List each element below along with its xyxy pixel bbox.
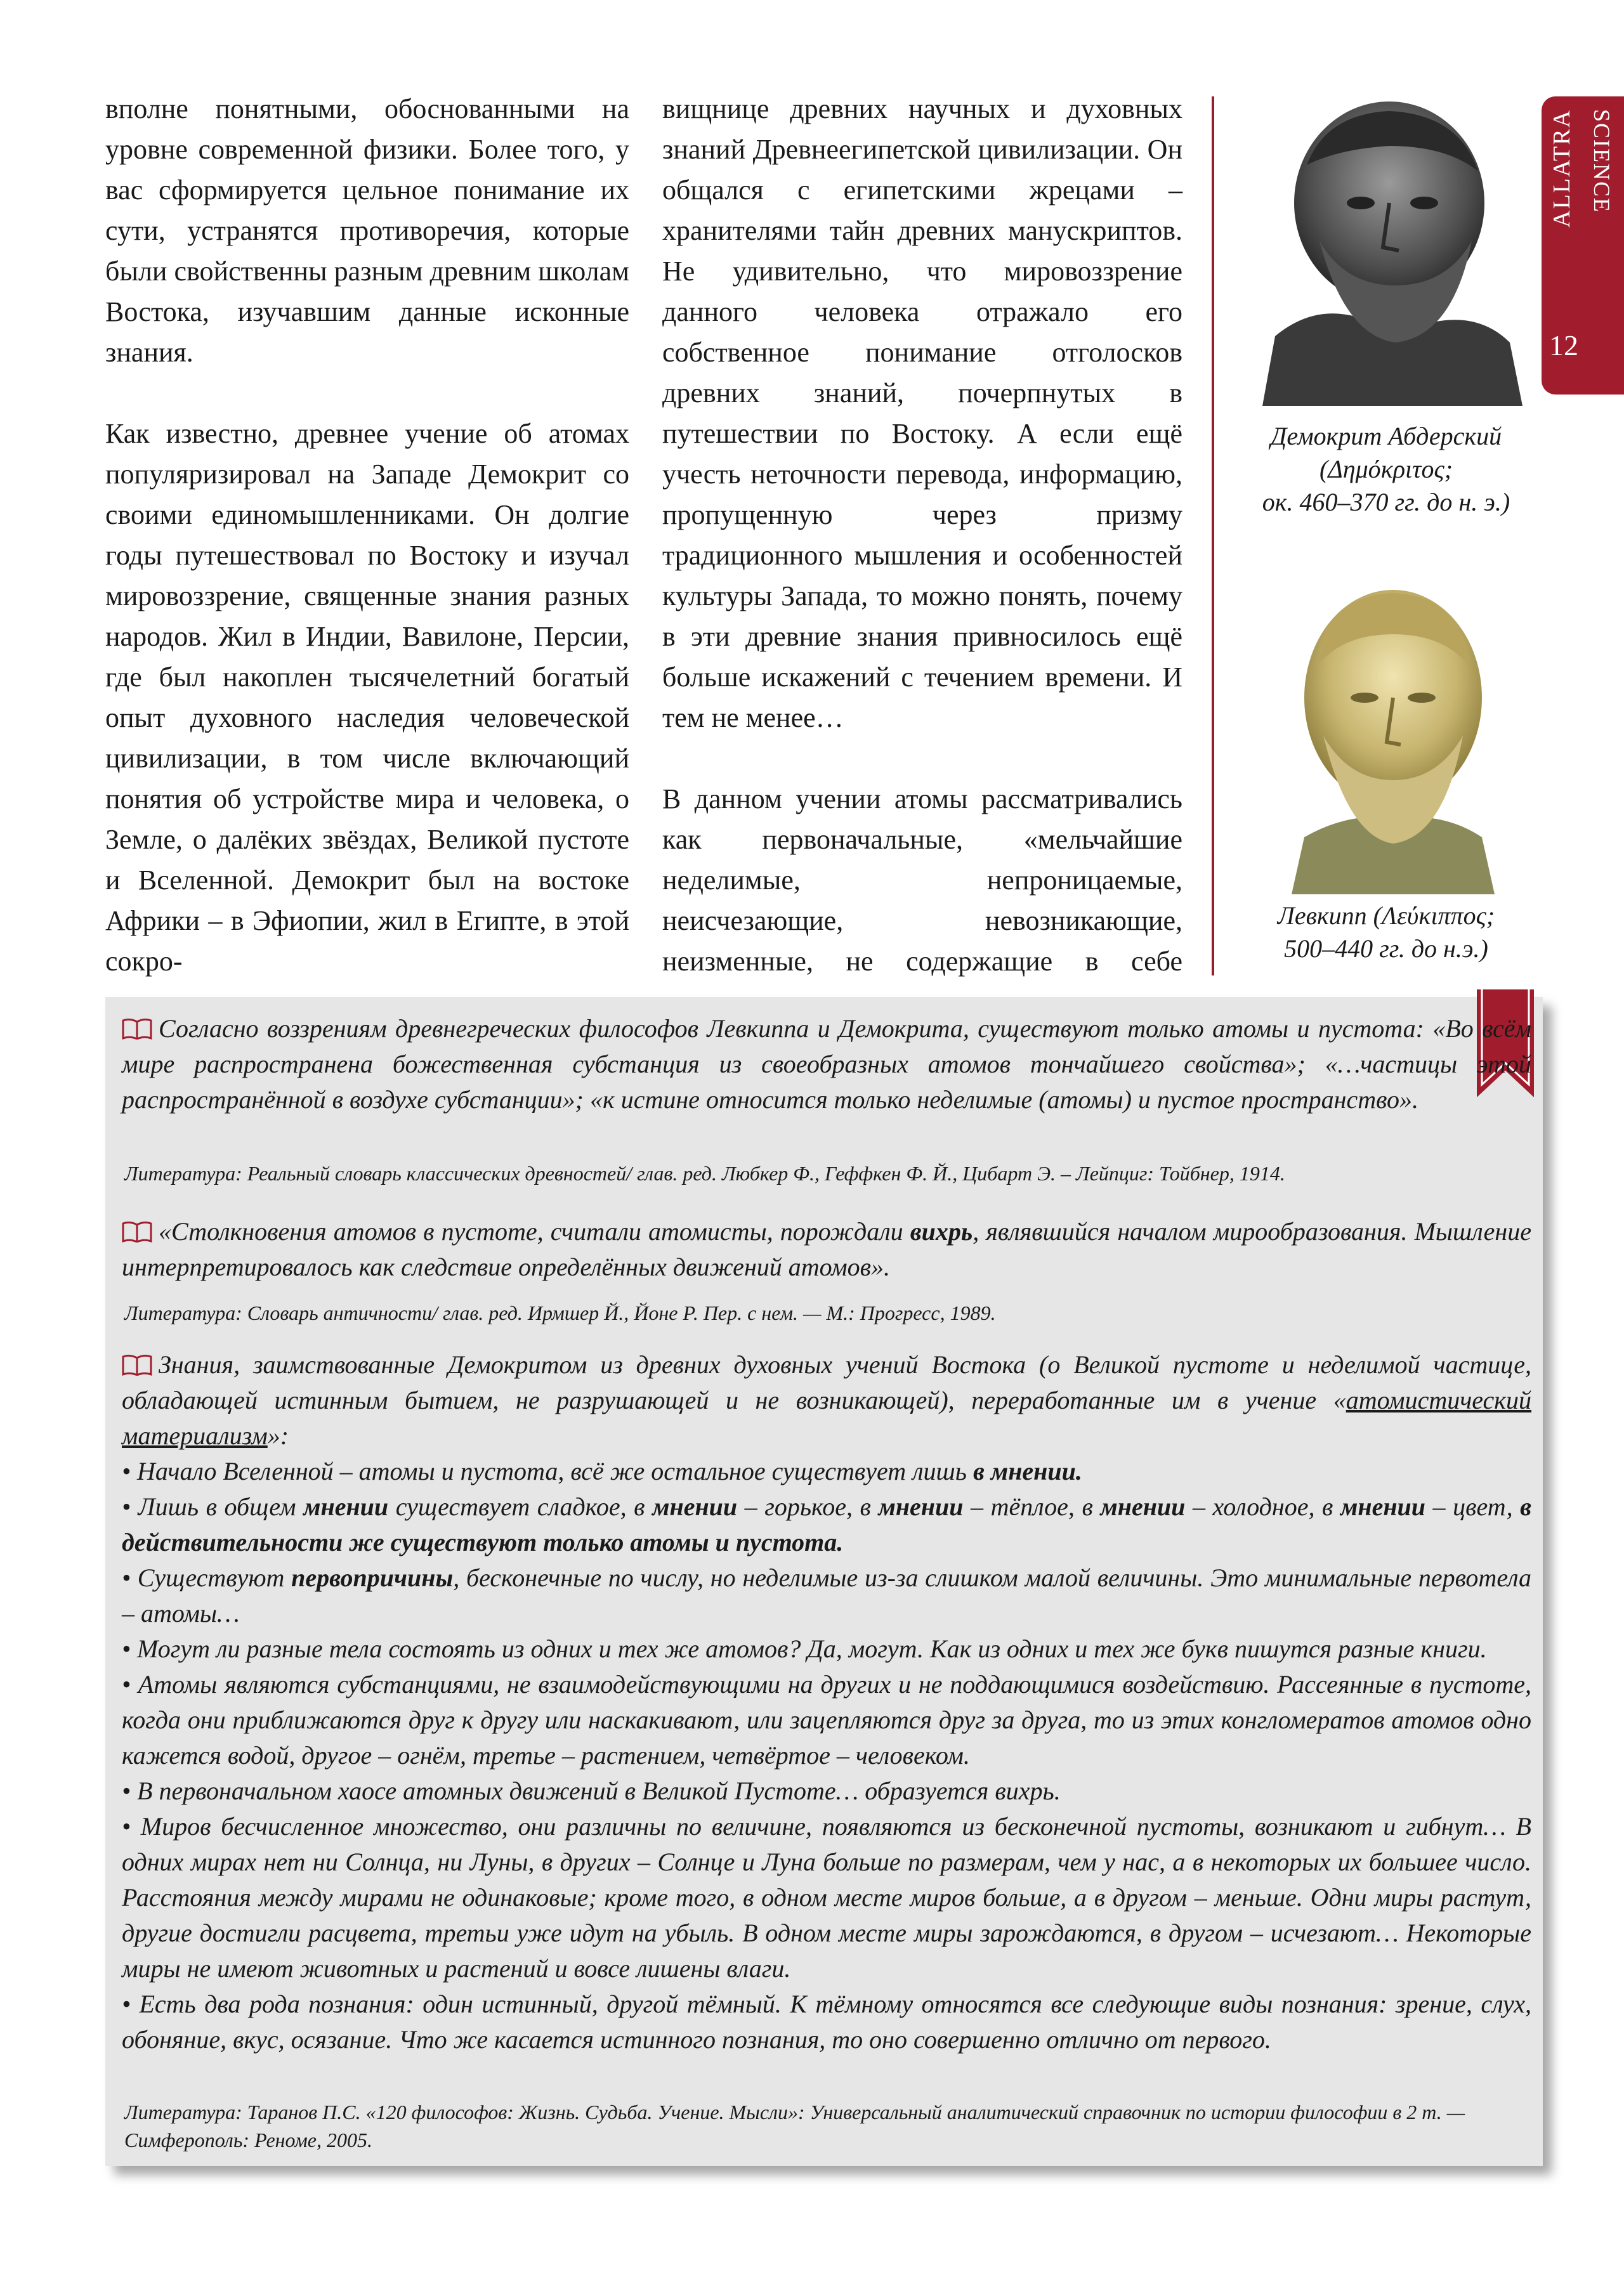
bullet-text: – горькое, в bbox=[737, 1492, 879, 1521]
bullet-text: существует сладкое, в bbox=[388, 1492, 653, 1521]
column-divider bbox=[1212, 96, 1214, 975]
emphasis: первопричины bbox=[291, 1563, 454, 1592]
section-tab bbox=[1542, 96, 1624, 395]
bullet-text: – цвет, bbox=[1425, 1492, 1521, 1521]
bullet-item bbox=[122, 1454, 1531, 1489]
bullet-text: , бесконечные по числу, но неделимые из-за слишком малой величины. Это минимальные первотела – атомы… bbox=[122, 1563, 1532, 1627]
bullet-text: • Начало Вселенной – атомы и пустота, всё же остальное существует лишь bbox=[122, 1457, 973, 1485]
caption-line: Демокрит Абдерский bbox=[1270, 422, 1502, 450]
bullet-item: • Миров бесчисленное множество, они различны по величине, появляются из бесконечной пустоты, возникают и гибнут… В одних мирах нет ни Солнца, ни Луны, в других – Солнце и Луна больше по размерам, чем у нас, а в некоторых их большее число. Расстояния между мирами не одинаковые; кроме того, в одном месте миров больше, а в другом – меньше. Одни миры растут, другие достигли расцвета, третьи уже идут на убыль. В одном месте миры зарождаются, в другом – исчезают… Некоторые миры не имеют животных и растений и вовсе лишены влаги. bbox=[122, 1812, 1531, 1983]
bullet-item: • Атомы являются субстанциями, не взаимодействующими на других и не поддающимися воздействию. Рассеянные в пустоте, когда они приближаются друг к другу или наскакивают, или зацепляются друг за друга, то из этих конгломератов атомов одно кажется водой, другое – огнём, третье – растением, четвёртое – человеком. bbox=[122, 1670, 1531, 1770]
text-column-left bbox=[105, 89, 629, 982]
caption-line: (Δημόκριτος; bbox=[1319, 455, 1453, 483]
emphasis: мнении bbox=[1340, 1492, 1426, 1521]
paragraph: В данном учении атомы рассматривались как первоначальные, «мельчайшие неделимые, непроницаемые, неисчезающие, невозникающие, неизменные, не содержащие в себе bbox=[662, 783, 1182, 977]
bullet-item: • В первоначальном хаосе атомных движений в Великой Пустоте… образуется вихрь. bbox=[122, 1777, 1061, 1805]
bullet-item: • Есть два рода познания: один истинный, другой тёмный. К тёмному относятся все следующие виды познания: зрение, слух, обоняние, вкус, осязание. Что же касается истинного познания, то оно совершенно отлично от первого. bbox=[122, 1990, 1531, 2054]
tab-label-allatra: ALLATRA bbox=[1549, 109, 1575, 228]
quote-block bbox=[122, 1011, 1531, 1118]
paragraph: вищнице древних научных и духовных знаний Древнеегипетской цивилизации. Он общался с египетскими жрецами – хранителями тайн древних манускриптов. Не удивительно, что мировоззрение данного человека отражало его собственное понимание отголосков древних знаний, почерпнутых в путешествии по Востоку. А если ещё учесть неточности перевода, информацию, пропущенную через призму традиционного мышления и особенностей культуры Запада, то можно понять, почему в эти древние знания привносилось ещё больше искажений с течением времени. И тем не менее… bbox=[662, 93, 1182, 733]
bullet-item bbox=[122, 1560, 1531, 1631]
open-book-icon bbox=[122, 1018, 152, 1040]
bullet-item: • Могут ли разные тела состоять из одних и тех же атомов? Да, могут. Как из одних и тех же букв пишутся разные книги. bbox=[122, 1634, 1487, 1663]
bullet-text: • Существуют bbox=[122, 1563, 292, 1592]
literature-reference: Литература: Таранов П.С. «120 философов: Жизнь. Судьба. Учение. Мысли»: Универсальный аналитический справочник по истории философии в 2 т. — Симферополь: Реноме, 2005. bbox=[124, 2101, 1465, 2151]
bullet-text: – тёплое, в bbox=[963, 1492, 1101, 1521]
caption-line: ок. 460–370 гг. до н. э.) bbox=[1262, 488, 1510, 516]
caption-line: Левкипп (Λεύκιππος; bbox=[1277, 901, 1495, 930]
literature-reference: Литература: Реальный словарь классических древностей/ глав. ред. Любкер Ф., Геффкен Ф. Й., Цибарт Э. – Лейпциг: Тойбнер, 1914. bbox=[124, 1162, 1285, 1185]
emphasis: мнении bbox=[1100, 1492, 1186, 1521]
bullet-text: – холодное, в bbox=[1185, 1492, 1340, 1521]
quote-text: «Столкновения атомов в пустоте, считали атомисты, порождали bbox=[159, 1217, 903, 1246]
page-number: 12 bbox=[1549, 329, 1578, 362]
quote-text: , являвшийся началом мирообразования. Мышление интерпретировалось как следствие определённых движений атомов». bbox=[122, 1217, 1531, 1281]
caption-line: 500–440 гг. до н.э.) bbox=[1284, 934, 1488, 963]
quote-block bbox=[122, 1214, 1531, 1285]
emphasis: в мнении. bbox=[972, 1457, 1082, 1485]
leucippus-bust-image bbox=[1254, 571, 1533, 894]
democritus-bust-image bbox=[1237, 95, 1535, 406]
emphasis: в действительности же существуют только атомы и пустота. bbox=[122, 1492, 1531, 1556]
text-column-middle bbox=[662, 89, 1182, 1022]
open-book-icon bbox=[122, 1354, 152, 1376]
emphasis: мнении bbox=[652, 1492, 738, 1521]
paragraph: Как известно, древнее учение об атомах популяризировал на Западе Демокрит со своими единомышленниками. Он долгие годы путешествовал по Востоку и изучал мировоззрение, священные знания разных народов. Жил в Индии, Вавилоне, Персии, где был накоплен тысячелетний богатый опыт духовного наследия человеческой цивилизации, в том числе включающий понятия об устройстве мира и человека, о Земле, о далёких звёздах, Великой пустоте и Вселенной. Демокрит был на востоке Африки – в Эфиопии, жил в Египте, в этой сокро- bbox=[105, 418, 629, 977]
leucippus-caption bbox=[1237, 899, 1535, 965]
quote-text: Знания, заимствованные Демокритом из древних духовных учений Востока (о Великой пустоте и неделимой частице, обладающей истинным бытием, не разрушающей и не возникающей), переработанные им в учение « bbox=[122, 1350, 1531, 1414]
literature-reference: Литература: Словарь античности/ глав. ред. Ирмшер Й., Йоне Р. Пер. с нем. — М.: Прогресс, 1989. bbox=[124, 1301, 996, 1324]
emphasis: мнении bbox=[303, 1492, 389, 1521]
quote-intro bbox=[122, 1347, 1531, 1454]
open-book-icon bbox=[122, 1221, 152, 1243]
paragraph: вполне понятными, обоснованными на уровне современной физики. Более того, у вас сформируется цельное понимание их сути, устранятся противоречия, которые были свойственны разным древним школам Востока, изучавшим данные исконные знания. bbox=[105, 93, 629, 368]
tab-label-science: SCIENCE bbox=[1589, 109, 1614, 214]
quote-text: Согласно воззрениям древнегреческих философов Левкиппа и Демокрита, существуют только атомы и пустота: «Во всём мире распространена божественная субстанция из своеобразных атомов тончайшего свойства»; «…частицы этой распространённой в воздухе субстанции»; «к истине относится только неделимые (атомы) и пустое пространство». bbox=[122, 1014, 1531, 1114]
quote-block bbox=[122, 1347, 1531, 2058]
democritus-caption bbox=[1237, 420, 1535, 519]
quote-text: »: bbox=[267, 1421, 289, 1450]
underlined-term: атомистический материализм bbox=[122, 1386, 1531, 1450]
bullet-text: • Лишь в общем bbox=[122, 1492, 304, 1521]
emphasis: вихрь bbox=[910, 1217, 973, 1246]
bullet-item bbox=[122, 1489, 1531, 1560]
emphasis: мнении bbox=[878, 1492, 964, 1521]
